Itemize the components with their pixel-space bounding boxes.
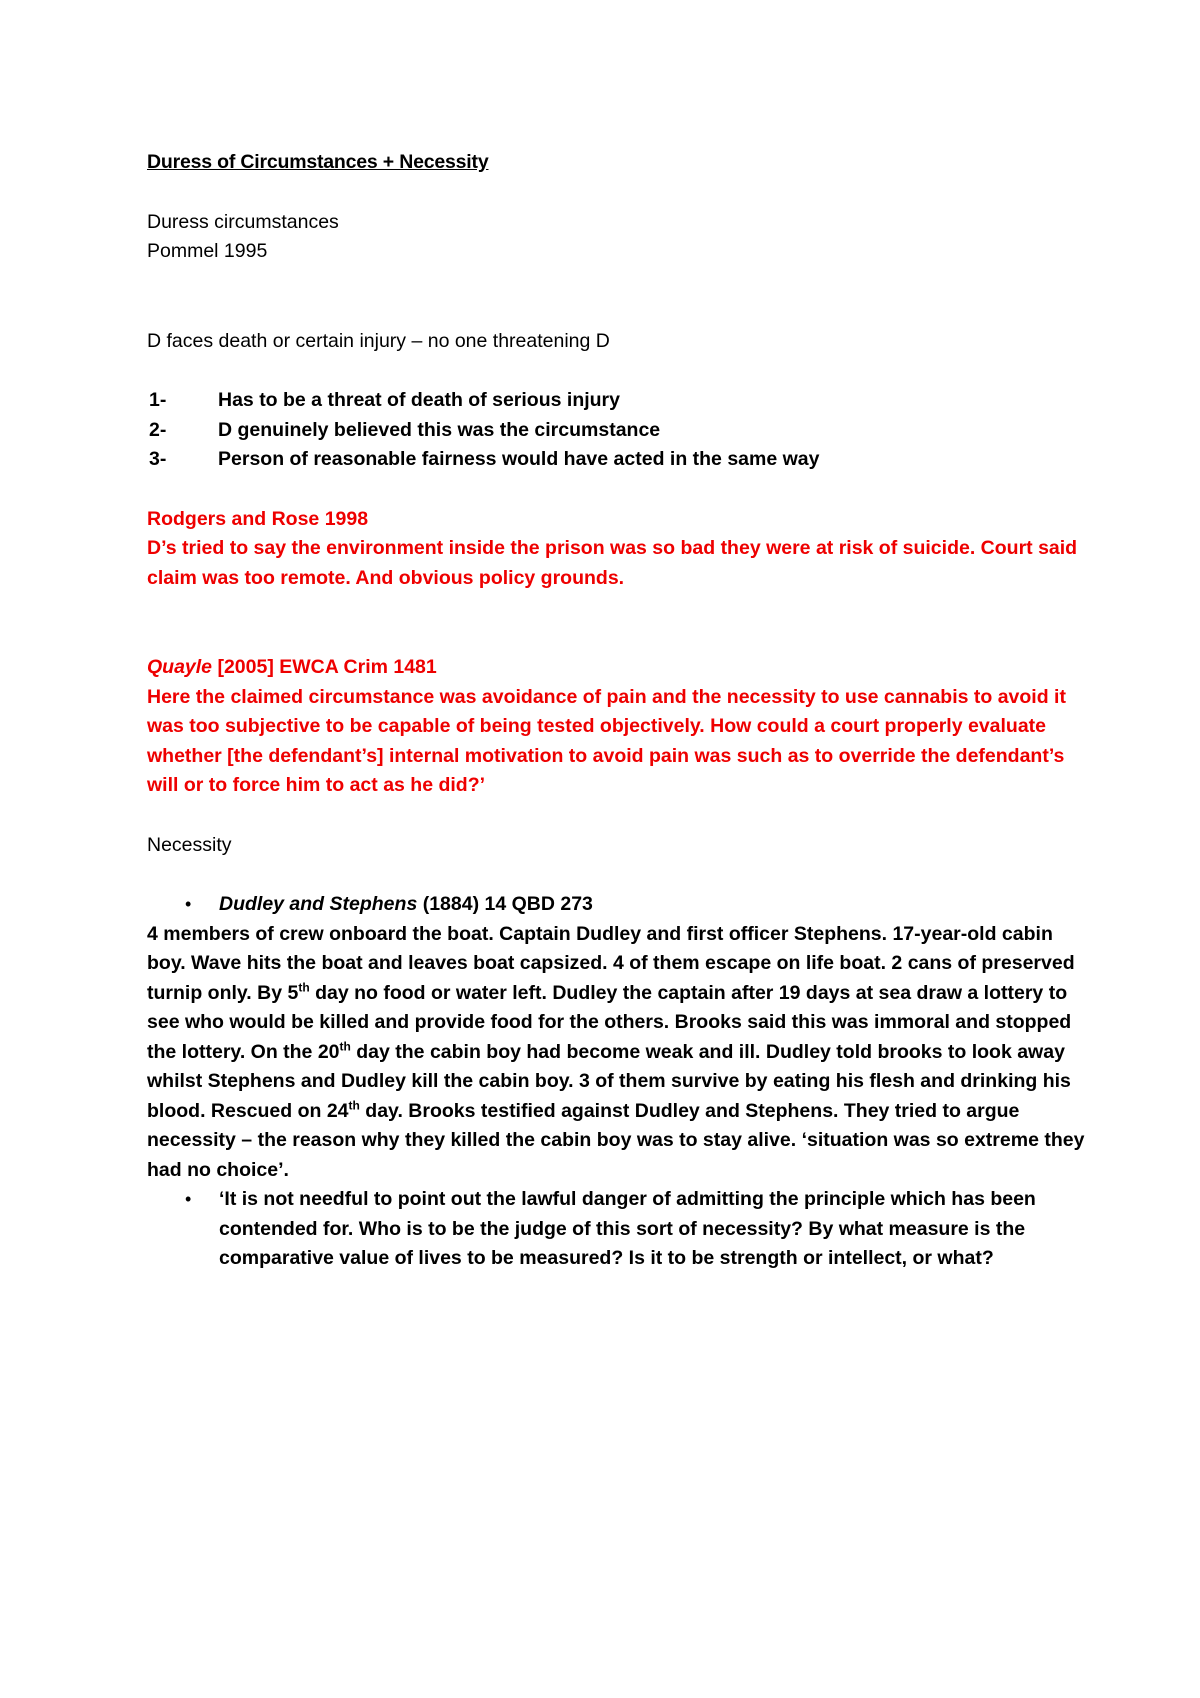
case-name-dudley: Dudley and Stephens <box>219 893 418 915</box>
case-citation-dudley: (1884) 14 QBD 273 <box>417 893 593 915</box>
section-heading-necessity: Necessity <box>147 833 232 856</box>
document-body <box>147 148 1087 1274</box>
text-run: day no food or water left. Dudley the captain after 19 days at sea draw a lottery to see who would be killed and provide food for the others. Brooks said this was immoral and stopped the lottery. On the 20 <box>147 981 1072 1063</box>
bullet-icon: • <box>185 894 192 914</box>
criteria-list <box>147 386 1087 475</box>
page-title: Duress of Circumstances + Necessity <box>147 151 489 173</box>
list-text: Has to be a threat of death of serious injury <box>218 389 620 411</box>
case-text-dudley <box>147 920 1087 1186</box>
case-name-quayle: Quayle <box>147 656 213 678</box>
bullet-icon: • <box>185 1189 192 1209</box>
text-run: day. Brooks testified against Dudley and Stephens. They tried to argue necessity – the reason why they killed the cabin boy was to stay alive. ‘situation was so extreme they had no choice’. <box>147 1099 1085 1181</box>
section-heading-duress: Duress circumstances <box>147 210 339 233</box>
list-item <box>147 386 1087 416</box>
superscript: th <box>348 1098 360 1112</box>
list-item <box>147 1185 1087 1274</box>
list-number: 1- <box>149 389 167 411</box>
superscript: th <box>339 1039 351 1053</box>
superscript: th <box>298 980 310 994</box>
list-number: 2- <box>149 418 167 441</box>
case-citation-quayle: [2005] EWCA Crim 1481 <box>212 656 437 678</box>
list-item <box>147 416 1087 446</box>
list-text: D genuinely believed this was the circumstance <box>218 418 661 441</box>
intro-text: D faces death or certain injury – no one threatening D <box>147 329 610 352</box>
list-item <box>147 890 1087 920</box>
case-pommel: Pommel 1995 <box>147 240 268 262</box>
case-heading-dudley <box>219 890 1087 920</box>
case-quote-dudley: ‘It is not needful to point out the lawful danger of admitting the principle which has been contended for. Who is to be the judge of this sort of necessity? By what measure is the comparative value of lives to be measured? Is it to be strength or intellect, or what? <box>219 1188 1036 1269</box>
text-run: day the cabin boy had become weak and ill. Dudley told brooks to look away whilst Stephens and Dudley kill the cabin boy. 3 of them survive by eating his flesh and drinking his blood. Rescued on 24 <box>147 1040 1071 1122</box>
case-text-rodgers: D’s tried to say the environment inside the prison was so bad they were at risk of suicide. Court said claim was too remote. And obvious policy grounds. <box>147 537 1078 589</box>
list-number: 3- <box>149 448 167 470</box>
list-text: Person of reasonable fairness would have acted in the same way <box>218 448 820 470</box>
case-heading-quayle <box>147 653 1087 683</box>
text-run: 4 members of crew onboard the boat. Captain Dudley and first officer Stephens. 17-year-old cabin boy. Wave hits the boat and leaves boat capsized. 4 of them escape on life boat. 2 cans of preserved turnip only. By 5 <box>147 922 1075 1004</box>
case-heading-rodgers: Rodgers and Rose 1998 <box>147 507 369 530</box>
case-text-quayle: Here the claimed circumstance was avoidance of pain and the necessity to use cannabis to avoid it was too subjective to be capable of being tested objectively. How could a court properly evaluate whether [the defendant’s] internal motivation to avoid pain was such as to override the defendant’s will or to force him to act as he did?’ <box>147 685 1066 796</box>
list-item <box>147 445 1087 475</box>
